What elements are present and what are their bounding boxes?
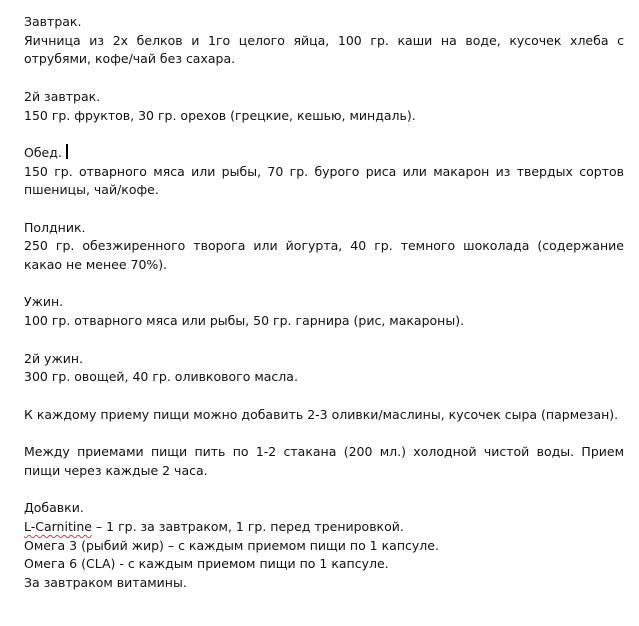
supplement-omega6: Омега 6 (CLA) - с каждым приемом пищи по 1 капсуле. [24, 556, 389, 572]
breakfast-text: Яичница из 2х белков и 1го целого яйца, 100 гр. каши на воде, кусочек хлеба с отрубями, кофе/чай без сахара. [24, 32, 624, 67]
breakfast-section [24, 13, 624, 69]
second-dinner-section [24, 350, 624, 387]
dinner-title: Ужин. [24, 294, 64, 310]
second-dinner-text: 300 гр. овощей, 40 гр. оливкового масла. [24, 369, 298, 385]
lcarnitine-dosage: – 1 гр. за завтраком, 1 гр. перед тренировкой. [91, 518, 404, 534]
spellcheck-word[interactable]: L-Carnitine [24, 518, 92, 534]
snack-text: 250 гр. обезжиренного творога или йогурта, 40 гр. темного шоколада (содержание какао не менее 70%). [24, 238, 624, 273]
document-body[interactable] [24, 13, 624, 593]
second-breakfast-text: 150 гр. фруктов, 30 гр. орехов (грецкие, кешью, миндаль). [24, 107, 416, 123]
supplement-lcarnitine [24, 518, 624, 537]
dinner-text: 100 гр. отварного мяса или рыбы, 50 гр. гарнира (рис, макароны). [24, 313, 465, 329]
lunch-title: Обед. [24, 144, 62, 160]
snack-section [24, 219, 624, 275]
supplements-title: Добавки. [24, 500, 84, 516]
supplement-omega3: Омега 3 (рыбий жир) – с каждым приемом пищи по 1 капсуле. [24, 537, 439, 553]
breakfast-title: Завтрак. [24, 14, 82, 29]
second-breakfast-section [24, 88, 624, 125]
water-text: Между приемами пищи пить по 1-2 стакана (200 мл.) холодной чистой воды. Прием пищи через каждые 2 часа. [24, 444, 624, 478]
second-breakfast-title: 2й завтрак. [24, 88, 101, 104]
dinner-section [24, 293, 624, 330]
lunch-section [24, 144, 624, 200]
additions-note [24, 406, 624, 425]
water-note [24, 443, 624, 480]
second-dinner-title: 2й ужин. [24, 350, 83, 366]
lunch-title-line [24, 144, 624, 163]
lunch-text: 150 гр. отварного мяса или рыбы, 70 гр. бурого риса или макарон из твердых сортов пшеницы, чай/кофе. [24, 163, 624, 198]
snack-title: Полдник. [24, 219, 86, 235]
text-cursor [66, 144, 68, 159]
supplement-vitamins: За завтраком витамины. [24, 574, 187, 590]
supplements-section [24, 499, 624, 593]
additions-text: К каждому приему пищи можно добавить 2-3 оливки/маслины, кусочек сыра (пармезан). [24, 406, 619, 422]
